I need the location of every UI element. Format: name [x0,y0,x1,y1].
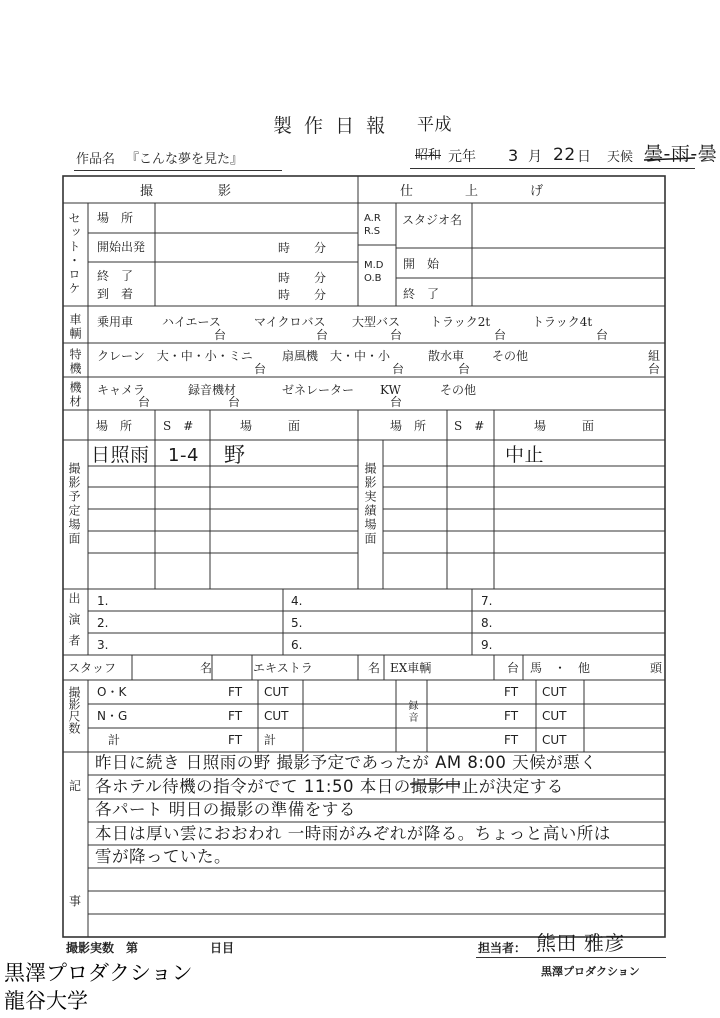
shooting-day-suffix: 日目 [210,941,235,955]
section-finish: 仕 上 げ [400,184,544,199]
equip-audio: 録音機材 [188,383,237,397]
cut-4: CUT [542,685,567,699]
vehicle-truck2: トラック2t [430,315,491,329]
arrive-label: 到 着 [97,287,134,301]
date-month: 3 [508,146,519,165]
vehicle-unit-1: 台 [214,328,227,342]
cast-side-label: 出演者 [67,592,81,655]
start-time: 時 分 [278,241,327,255]
staff-name-unit: 名 [200,661,213,675]
special-other: その他 [492,349,529,363]
weather-value: 曇-雨-曇 [644,143,718,165]
notes-side-bottom: 事 [69,894,82,908]
extra-name-unit: 名 [368,661,381,675]
shooting-count-label: 撮影実数 第 [66,941,139,955]
md-ob-label: M.D O.B [364,260,384,284]
weather-label: 天候 [607,150,634,165]
schedule-right-label: 撮影実績場面 [363,462,377,546]
watermark-line1: 黒澤プロダクション [4,961,193,985]
result-scene-header: 場 面 [534,419,595,433]
hw-scene: 野 [224,443,246,467]
special-side-label: 特機 [68,348,82,376]
ft-6: FT [504,733,519,747]
cut-6: CUT [542,733,567,747]
cast-3: 3. [97,638,109,652]
vehicle-unit-5: 台 [596,328,609,342]
vehicle-car: 乗用車 [97,315,134,329]
place-label: 場 所 [97,211,134,225]
vehicle-unit-4: 台 [494,328,507,342]
special-other-unit: 台 [648,362,661,376]
ft-4: FT [504,685,519,699]
horse-label: 馬 ・ 他 [530,661,591,675]
era-handwritten: 平成 [417,115,452,135]
sokuroku-label: 録音 [406,700,417,724]
special-crane-unit: 台 [254,362,267,376]
note-line-2: 各ホテル待機の指令がでて 11:50 本日の撮影中止が決定する [95,777,564,796]
film-total: 計 [108,733,121,747]
company-small: 黒澤プロダクション [541,965,640,978]
ft-1: FT [228,685,243,699]
notes-side-top: 記 [69,779,82,793]
cut-5: CUT [542,709,567,723]
result-s-header: S # [454,419,485,433]
film-keij: 計 [264,733,277,747]
cast-9: 9. [481,638,493,652]
ex-vehicle-unit: 台 [507,661,520,675]
date-year: 元年 [448,149,476,165]
note-line-5: 雪が降っていた。 [95,847,231,866]
work-name: 『こんな夢を見た』 [126,152,244,167]
note-line-3: 各パート 明日の撮影の準備をする [95,800,356,819]
cut-1: CUT [264,685,289,699]
ft-5: FT [504,709,519,723]
era-printed: 昭和 [415,148,442,163]
schedule-s-header: S # [163,419,194,433]
result-place-header: 場 所 [390,419,427,433]
vehicle-unit-3: 台 [390,328,403,342]
equip-camera-unit: 台 [138,395,151,409]
equip-camera: キャメラ [97,383,146,397]
film-ng: N・G [97,709,128,723]
hw-scene-number: 1-4 [168,445,199,466]
staff-label: スタッフ [68,661,117,675]
hw-result: 中止 [505,444,545,466]
end-label: 終 了 [97,269,134,283]
day-label: 日 [577,149,591,165]
cast-8: 8. [481,616,493,630]
cast-7: 7. [481,594,493,608]
arrive-time: 時 分 [278,288,327,302]
studio-label: スタジオ名 [402,213,463,227]
cast-1: 1. [97,594,109,608]
month-label: 月 [528,149,542,165]
person-name: 熊田 雅彦 [536,931,625,955]
cast-4: 4. [291,594,303,608]
schedule-left-label: 撮影予定場面 [67,462,81,546]
special-crane: クレーン 大・中・小・ミニ [97,349,253,363]
date-day: 22 [553,145,576,165]
kaishi-label: 開 始 [403,257,440,271]
equip-other: その他 [440,383,477,397]
vehicle-hiace: ハイエース [162,315,221,329]
cast-2: 2. [97,616,109,630]
end-time: 時 分 [278,271,327,285]
person-underline [476,957,666,958]
special-fan-unit: 台 [392,362,405,376]
schedule-scene-header: 場 面 [240,419,301,433]
ft-3: FT [228,733,243,747]
equip-kw-unit: 台 [390,395,403,409]
cast-6: 6. [291,638,303,652]
extra-label: エキストラ [253,661,313,675]
hw-place: 日照雨 [91,444,150,466]
ex-vehicle-label: EX車輌 [390,661,432,675]
equip-audio-unit: 台 [228,395,241,409]
set-location-side-label: セット・ロケ [67,212,81,296]
shuryo-label: 終 了 [403,287,440,301]
vehicle-truck4: トラック4t [532,315,593,329]
start-label: 開始出発 [97,240,146,254]
vehicles-side-label: 車輌 [68,313,82,341]
note-line-1: 昨日に続き 日照雨の野 撮影予定であったが AM 8:00 天候が悪く [95,753,598,772]
vehicle-unit-2: 台 [316,328,329,342]
vehicle-bus: 大型バス [352,315,401,329]
work-label: 作品名 [76,152,116,167]
equip-kw: KW [380,383,401,397]
cut-2: CUT [264,709,289,723]
section-shooting: 撮 影 [140,184,232,199]
film-ok: O・K [97,685,127,699]
equip-generator: ゼネレーター [282,383,355,397]
person-label: 担当者： [478,941,527,955]
watermark-line2: 龍谷大学 [4,989,88,1013]
ar-rs-label: A.R R.S [364,213,381,237]
ft-2: FT [228,709,243,723]
special-fan: 扇風機 大・中・小 [282,349,391,363]
note-line-4: 本日は厚い雲におおわれ 一時雨がみぞれが降る。ちょっと高い所は [95,824,611,843]
special-sprinkler: 散水車 [428,349,465,363]
film-side-label: 撮影尺数 [67,686,81,734]
page-title: 製 作 日 報 [273,115,389,137]
special-set-unit: 組 [648,349,661,363]
cast-5: 5. [291,616,303,630]
equipment-side-label: 機材 [68,381,82,409]
horse-unit: 頭 [650,661,663,675]
schedule-place-header: 場 所 [96,419,133,433]
vehicle-microbus: マイクロバス [254,315,326,329]
special-sprinkler-unit: 台 [458,362,471,376]
